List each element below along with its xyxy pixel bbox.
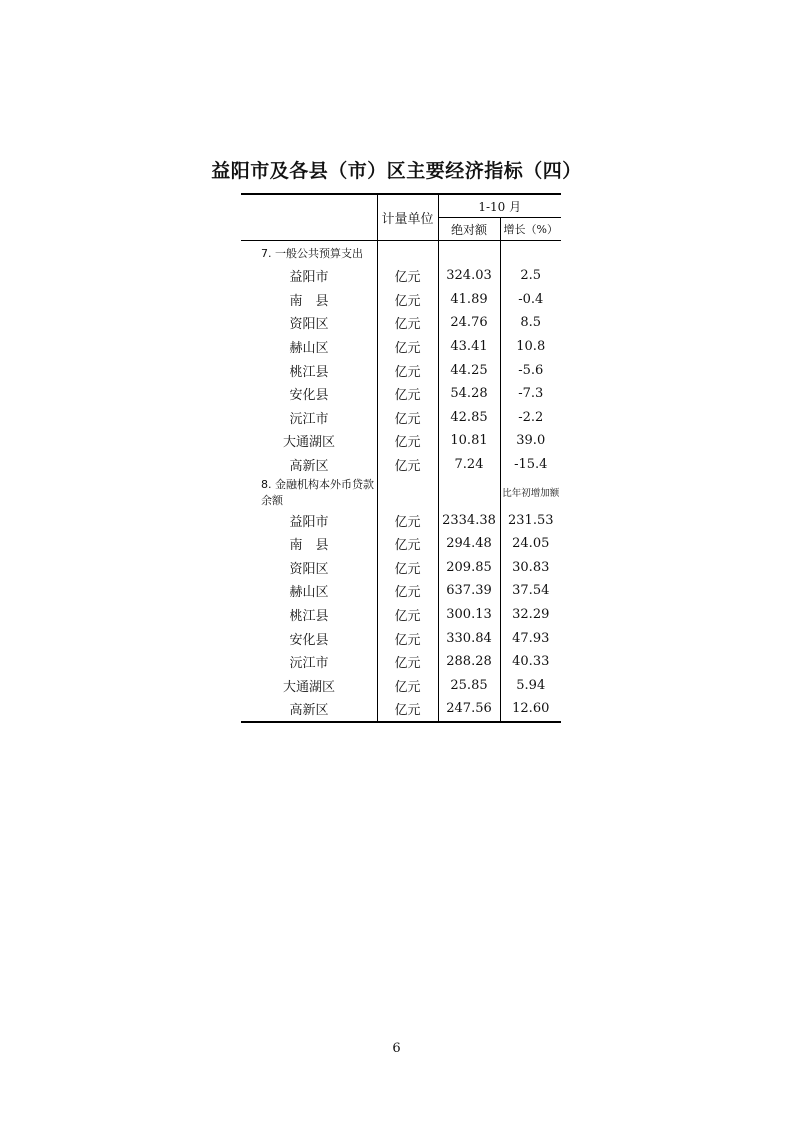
growth-value-cell: -5.6	[500, 358, 561, 382]
region-name-label: 大通湖区	[282, 679, 335, 695]
region-name-label: 沅江市	[289, 656, 329, 672]
region-name-label: 大通湖区	[282, 435, 335, 451]
growth-value-cell: 24.05	[500, 532, 561, 556]
unit-cell: 亿元	[377, 406, 438, 430]
absolute-column-header: 绝对额	[438, 218, 500, 241]
table-row	[241, 674, 561, 698]
growth-value-cell: 37.54	[500, 579, 561, 603]
unit-column-header: 计量单位	[377, 194, 438, 241]
unit-cell: 亿元	[377, 335, 438, 359]
table-row	[241, 532, 561, 556]
unit-cell: 亿元	[377, 358, 438, 382]
region-name-label: 南 县	[289, 538, 329, 554]
region-name-label: 桃江县	[289, 609, 329, 625]
region-name	[241, 532, 377, 556]
absolute-value-cell: 54.28	[438, 382, 500, 406]
absolute-value-cell: 41.89	[438, 288, 500, 312]
table-row	[241, 508, 561, 532]
unit-cell: 亿元	[377, 532, 438, 556]
region-name-label: 沅江市	[289, 411, 329, 427]
growth-value-cell: 12.60	[500, 697, 561, 722]
region-name	[241, 650, 377, 674]
unit-cell: 亿元	[377, 579, 438, 603]
region-name-label: 高新区	[289, 703, 329, 719]
section-header-row	[241, 476, 561, 508]
region-name	[241, 429, 377, 453]
absolute-value-cell: 44.25	[438, 358, 500, 382]
section-abs-blank	[438, 241, 500, 265]
section-header-row	[241, 241, 561, 265]
absolute-value-cell: 43.41	[438, 335, 500, 359]
region-name-label: 赫山区	[289, 585, 329, 601]
unit-cell: 亿元	[377, 264, 438, 288]
growth-value-cell: 39.0	[500, 429, 561, 453]
region-name-label: 安化县	[289, 388, 329, 404]
section-unit-blank	[377, 476, 438, 508]
region-name-label: 高新区	[289, 459, 329, 475]
unit-cell: 亿元	[377, 453, 438, 477]
section-abs-blank	[438, 476, 500, 508]
absolute-value-cell: 42.85	[438, 406, 500, 430]
table-row	[241, 626, 561, 650]
absolute-value-cell: 330.84	[438, 626, 500, 650]
table-row	[241, 697, 561, 722]
page-title: 益阳市及各县（市）区主要经济指标（四）	[211, 160, 582, 182]
absolute-value-cell: 2334.38	[438, 508, 500, 532]
region-name	[241, 264, 377, 288]
absolute-value-cell: 294.48	[438, 532, 500, 556]
region-name-label: 赫山区	[289, 341, 329, 357]
growth-value-cell: 47.93	[500, 626, 561, 650]
region-name	[241, 288, 377, 312]
region-name-label: 益阳市	[289, 514, 329, 530]
table-row	[241, 335, 561, 359]
region-name	[241, 406, 377, 430]
region-name	[241, 453, 377, 477]
unit-cell: 亿元	[377, 382, 438, 406]
region-name	[241, 311, 377, 335]
table-row	[241, 382, 561, 406]
region-name	[241, 382, 377, 406]
absolute-value-cell: 247.56	[438, 697, 500, 722]
table-row	[241, 556, 561, 580]
unit-cell: 亿元	[377, 603, 438, 627]
absolute-value-cell: 24.76	[438, 311, 500, 335]
unit-cell: 亿元	[377, 556, 438, 580]
region-name	[241, 358, 377, 382]
table-row	[241, 288, 561, 312]
table-row	[241, 453, 561, 477]
absolute-value-cell: 25.85	[438, 674, 500, 698]
indicator-table	[241, 193, 561, 723]
region-name-label: 益阳市	[289, 270, 329, 286]
table-row	[241, 264, 561, 288]
absolute-value-cell: 300.13	[438, 603, 500, 627]
section-unit-blank	[377, 241, 438, 265]
region-name-label: 资阳区	[289, 317, 329, 333]
region-name-label: 南 县	[289, 293, 329, 309]
table-row	[241, 311, 561, 335]
table-body	[241, 241, 561, 722]
unit-cell: 亿元	[377, 650, 438, 674]
section-note: 比年初增加额	[500, 476, 561, 508]
table-row	[241, 603, 561, 627]
period-header: 1-10 月	[438, 194, 561, 218]
region-name-label: 安化县	[289, 632, 329, 648]
absolute-value-cell: 324.03	[438, 264, 500, 288]
growth-value-cell: 2.5	[500, 264, 561, 288]
growth-value-cell: -2.2	[500, 406, 561, 430]
section-title: 7. 一般公共预算支出	[261, 246, 363, 260]
growth-value-cell: 40.33	[500, 650, 561, 674]
unit-cell: 亿元	[377, 429, 438, 453]
region-name-label: 桃江县	[289, 364, 329, 380]
absolute-value-cell: 637.39	[438, 579, 500, 603]
table-row	[241, 358, 561, 382]
absolute-value-cell: 10.81	[438, 429, 500, 453]
region-name	[241, 579, 377, 603]
absolute-value-cell: 7.24	[438, 453, 500, 477]
region-name	[241, 556, 377, 580]
table-row	[241, 579, 561, 603]
growth-value-cell: -0.4	[500, 288, 561, 312]
unit-cell: 亿元	[377, 508, 438, 532]
section-title: 8. 金融机构本外币贷款余额	[261, 478, 374, 508]
growth-value-cell: -15.4	[500, 453, 561, 477]
unit-cell: 亿元	[377, 311, 438, 335]
absolute-value-cell: 288.28	[438, 650, 500, 674]
growth-value-cell: 8.5	[500, 311, 561, 335]
growth-value-cell: -7.3	[500, 382, 561, 406]
growth-value-cell: 10.8	[500, 335, 561, 359]
growth-value-cell: 32.29	[500, 603, 561, 627]
section-note	[500, 241, 561, 265]
growth-value-cell: 5.94	[500, 674, 561, 698]
growth-value-cell: 30.83	[500, 556, 561, 580]
region-name	[241, 508, 377, 532]
region-name	[241, 626, 377, 650]
unit-cell: 亿元	[377, 674, 438, 698]
table-row	[241, 406, 561, 430]
growth-value-cell: 231.53	[500, 508, 561, 532]
page-number: 6	[392, 1041, 401, 1056]
growth-column-header: 增长（%）	[500, 218, 561, 241]
region-name	[241, 335, 377, 359]
region-name-label: 资阳区	[289, 561, 329, 577]
unit-cell: 亿元	[377, 697, 438, 722]
table-row	[241, 650, 561, 674]
region-name	[241, 674, 377, 698]
absolute-value-cell: 209.85	[438, 556, 500, 580]
table-row	[241, 429, 561, 453]
region-name	[241, 697, 377, 722]
region-name	[241, 603, 377, 627]
corner-header-cell	[241, 194, 377, 241]
unit-cell: 亿元	[377, 288, 438, 312]
unit-cell: 亿元	[377, 626, 438, 650]
